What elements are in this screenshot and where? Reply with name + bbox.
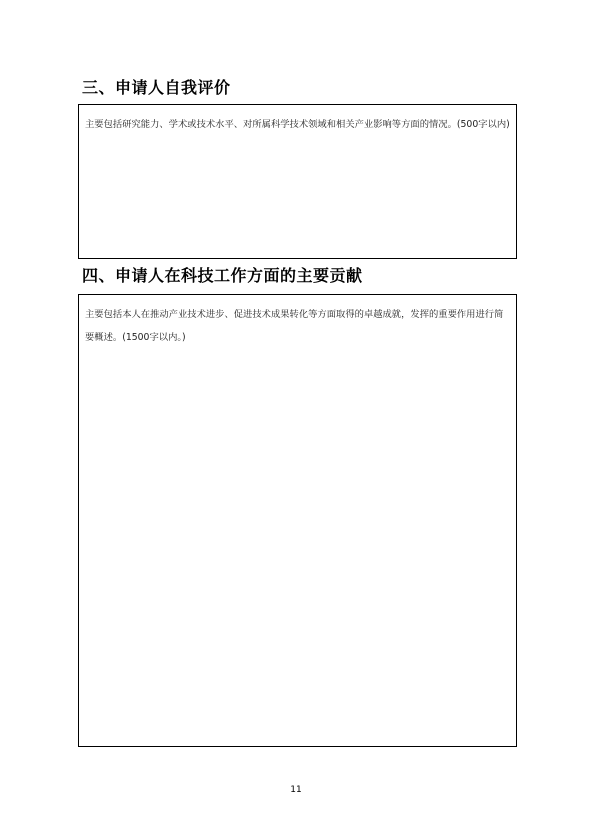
page-number: 11 xyxy=(290,785,302,795)
section-3-heading: 三、申请人自我评价 xyxy=(82,78,231,97)
section-4-heading: 四、申请人在科技工作方面的主要贡献 xyxy=(82,266,363,285)
self-evaluation-field[interactable] xyxy=(78,104,517,259)
main-contributions-field[interactable] xyxy=(78,294,517,747)
self-evaluation-instruction: 主要包括研究能力、学术或技术水平、对所属科学技术领域和相关产业影响等方面的情况。(500字以内) xyxy=(85,119,510,130)
main-contributions-instruction: 主要包括本人在推动产业技术进步、促进技术成果转化等方面取得的卓越成就，发挥的重要作用进行简要概述。(1500字以内。) xyxy=(85,309,504,343)
